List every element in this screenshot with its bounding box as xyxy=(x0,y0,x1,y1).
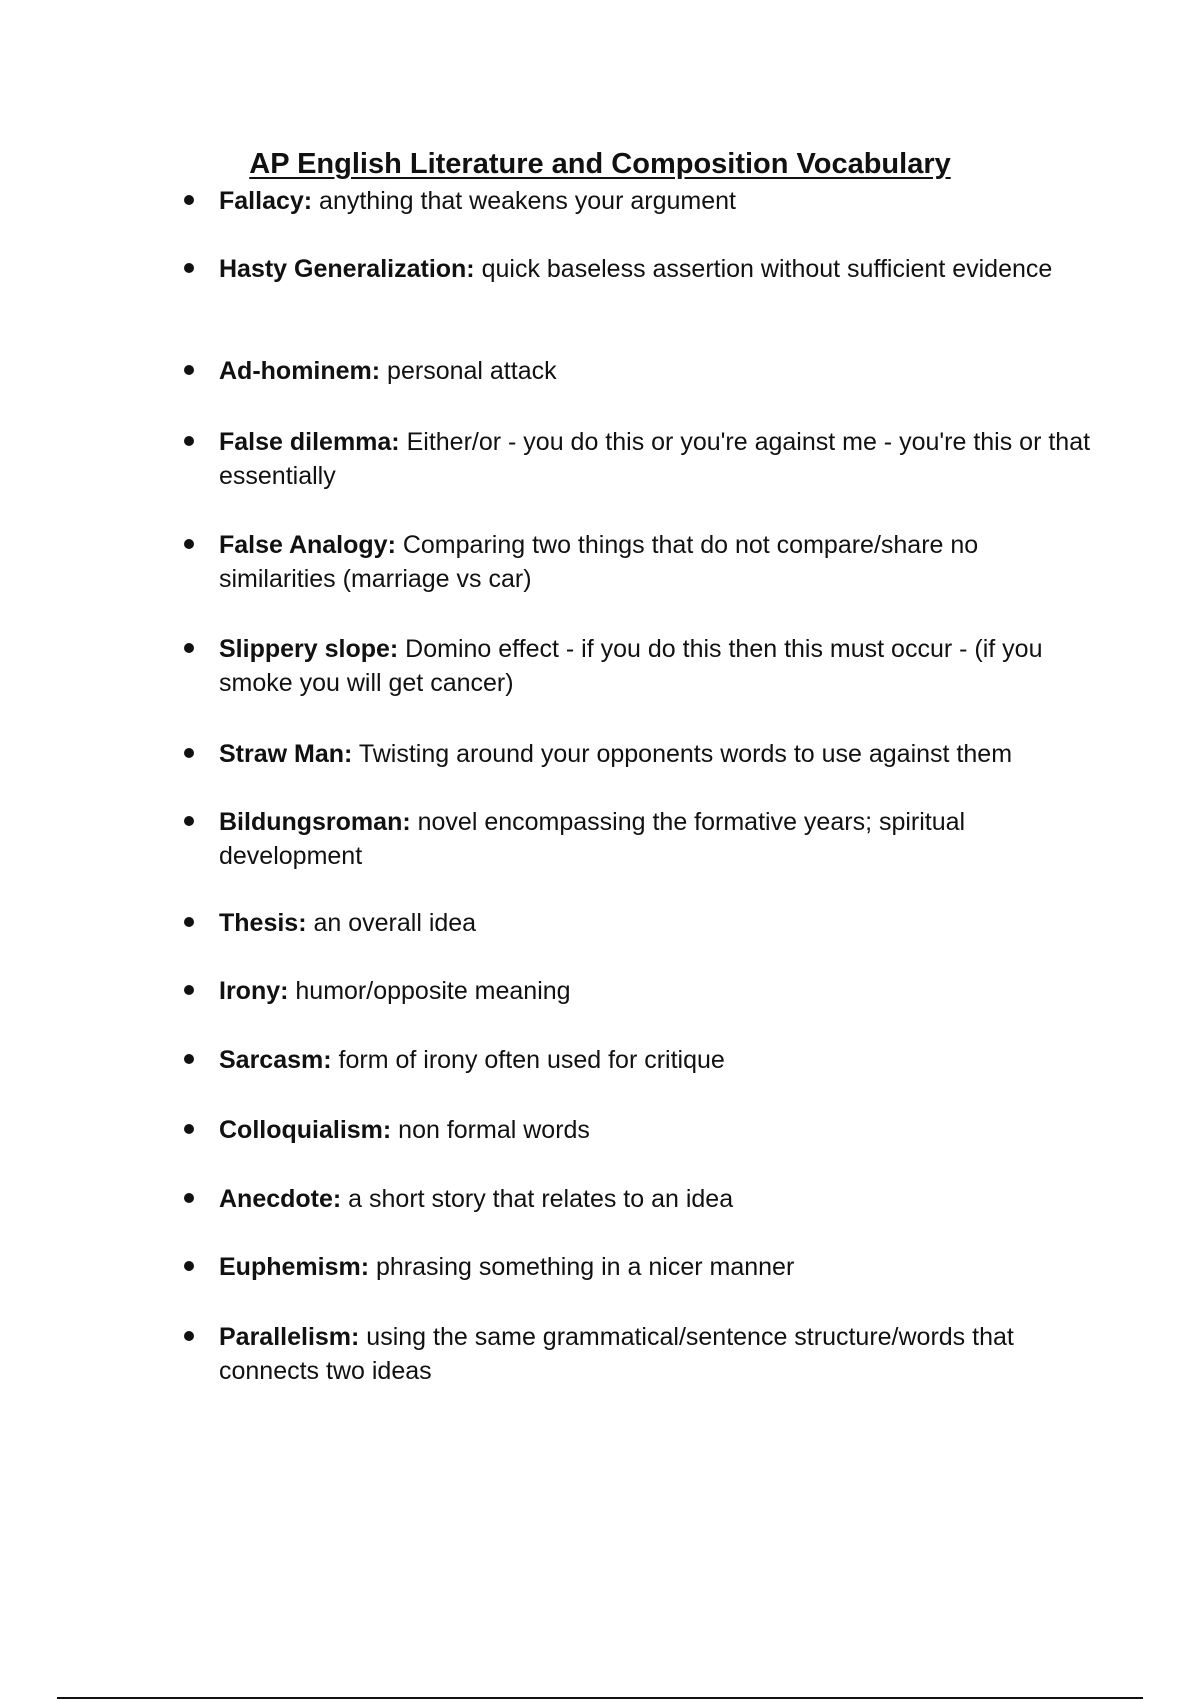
item-text xyxy=(219,252,1099,286)
item-text xyxy=(219,1182,1099,1216)
term-label: Ad-hominem: xyxy=(219,357,381,385)
definition-text: non formal words xyxy=(391,1116,590,1144)
bullet-icon xyxy=(184,539,194,549)
document-title: AP English Literature and Composition Vocabulary xyxy=(249,148,951,180)
bullet-icon xyxy=(184,436,194,446)
item-text xyxy=(219,805,1099,873)
definition-text: a short story that relates to an idea xyxy=(341,1185,734,1213)
term-label: Parallelism: xyxy=(219,1323,360,1351)
term-label: Slippery slope: xyxy=(219,635,399,663)
item-text xyxy=(219,974,1099,1008)
item-text xyxy=(219,1043,1099,1077)
item-text xyxy=(219,1320,1099,1388)
bullet-icon xyxy=(184,643,194,653)
bullet-icon xyxy=(184,1331,194,1341)
bullet-icon xyxy=(184,1193,194,1203)
term-label: Bildungsroman: xyxy=(219,808,411,836)
bullet-icon xyxy=(184,1261,194,1271)
term-label: Fallacy: xyxy=(219,187,313,215)
bullet-icon xyxy=(184,1054,194,1064)
item-text xyxy=(219,528,1099,596)
term-label: Colloquialism: xyxy=(219,1116,392,1144)
definition-text: Comparing two things that do not compare/share no similarities (marriage vs car) xyxy=(219,531,979,593)
item-text xyxy=(219,184,1099,218)
term-label: False dilemma: xyxy=(219,428,400,456)
bullet-icon xyxy=(184,985,194,995)
definition-text: using the same grammatical/sentence structure/words that connects two ideas xyxy=(219,1323,1014,1385)
bullet-icon xyxy=(184,816,194,826)
definition-text: quick baseless assertion without sufficient evidence xyxy=(474,255,1053,283)
term-label: Sarcasm: xyxy=(219,1046,332,1074)
definition-text: humor/opposite meaning xyxy=(288,977,571,1005)
bullet-icon xyxy=(184,263,194,273)
definition-text: Twisting around your opponents words to use against them xyxy=(352,740,1013,768)
term-label: Hasty Generalization: xyxy=(219,255,475,283)
item-text xyxy=(219,354,1099,388)
term-label: Anecdote: xyxy=(219,1185,342,1213)
definition-text: form of irony often used for critique xyxy=(331,1046,725,1074)
definition-text: anything that weakens your argument xyxy=(312,187,736,215)
term-label: Thesis: xyxy=(219,909,307,937)
bullet-icon xyxy=(184,1124,194,1134)
definition-text: an overall idea xyxy=(306,909,477,937)
term-label: False Analogy: xyxy=(219,531,396,559)
footer-divider xyxy=(57,1697,1143,1699)
bullet-icon xyxy=(184,195,194,205)
term-label: Euphemism: xyxy=(219,1253,370,1281)
term-label: Straw Man: xyxy=(219,740,353,768)
item-text xyxy=(219,632,1099,700)
item-text xyxy=(219,425,1099,493)
item-text xyxy=(219,737,1099,771)
item-text xyxy=(219,906,1099,940)
definition-text: phrasing something in a nicer manner xyxy=(369,1253,795,1281)
bullet-icon xyxy=(184,748,194,758)
definition-text: Domino effect - if you do this then this must occur - (if you smoke you will get cancer) xyxy=(219,635,1043,697)
bullet-icon xyxy=(184,917,194,927)
definition-text: personal attack xyxy=(380,357,557,385)
term-label: Irony: xyxy=(219,977,289,1005)
bullet-icon xyxy=(184,365,194,375)
item-text xyxy=(219,1113,1099,1147)
definition-text: novel encompassing the formative years; spiritual development xyxy=(219,808,966,870)
definition-text: Either/or - you do this or you're against me - you're this or that essentially xyxy=(219,428,1091,490)
item-text xyxy=(219,1250,1099,1284)
